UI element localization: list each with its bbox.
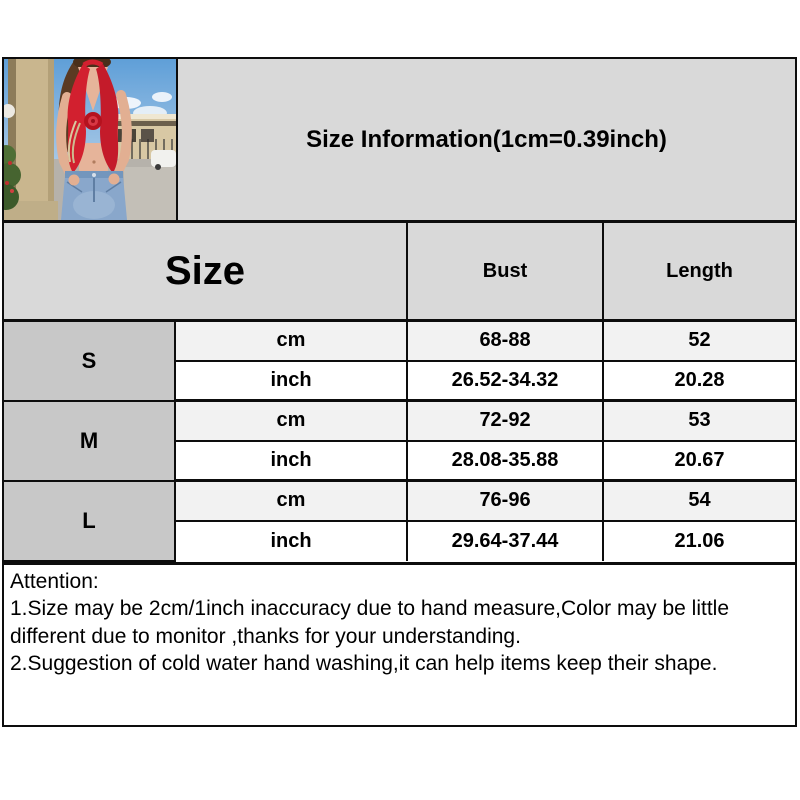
unit-cell: inch: [175, 521, 407, 561]
bust-value: 26.52-34.32: [407, 361, 603, 401]
bust-value: 68-88: [407, 321, 603, 361]
size-table: [4, 223, 795, 562]
unit-cell: cm: [175, 481, 407, 521]
size-label-s: S: [4, 321, 175, 401]
length-value: 20.28: [603, 361, 795, 401]
product-photo-illustration: [4, 59, 176, 220]
size-chart-sheet: [2, 57, 797, 727]
attention-line: 2.Suggestion of cold water hand washing,it can help items keep their shape.: [10, 652, 718, 675]
attention-line: different due to monitor ,thanks for your understanding.: [10, 624, 521, 648]
bust-value: 28.08-35.88: [407, 441, 603, 481]
page-title: Size Information(1cm=0.39inch): [306, 125, 667, 153]
unit-cell: inch: [175, 361, 407, 401]
table-row-l-cm: [4, 481, 795, 521]
unit-cell: inch: [175, 441, 407, 481]
length-header-cell: Length: [603, 223, 795, 321]
bust-value: 72-92: [407, 401, 603, 441]
bust-value: 76-96: [407, 481, 603, 521]
bust-value: 29.64-37.44: [407, 521, 603, 561]
size-label-l: L: [4, 481, 175, 561]
product-photo: [4, 59, 178, 220]
bust-header-cell: Bust: [407, 223, 603, 321]
top-row: [4, 59, 795, 223]
unit-cell: cm: [175, 321, 407, 361]
length-value: 52: [603, 321, 795, 361]
unit-cell: cm: [175, 401, 407, 441]
length-value: 53: [603, 401, 795, 441]
attention-line: 1.Size may be 2cm/1inch inaccuracy due to hand measure,Color may be little: [10, 597, 730, 620]
attention-heading: Attention:: [10, 569, 99, 593]
length-value: 54: [603, 481, 795, 521]
attention-box: [4, 562, 795, 725]
table-row-m-cm: [4, 401, 795, 441]
size-header-cell: Size: [4, 223, 407, 321]
size-label-m: M: [4, 401, 175, 481]
title-bar: [178, 59, 795, 220]
table-row-s-cm: [4, 321, 795, 361]
table-header-row: [4, 223, 795, 321]
length-value: 20.67: [603, 441, 795, 481]
length-value: 21.06: [603, 521, 795, 561]
